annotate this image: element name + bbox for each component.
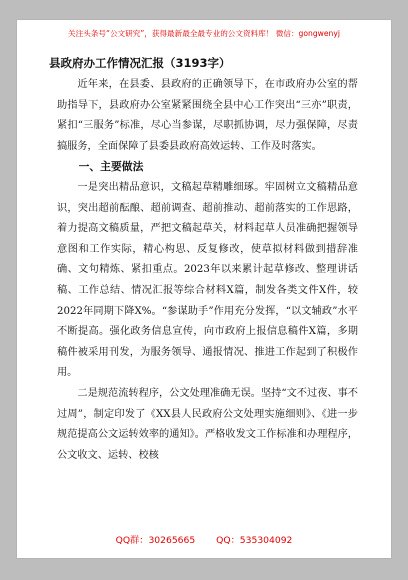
qq-contact: [216, 535, 292, 546]
paragraph-1: 一是突出精品意识，文稿起草精雕细琢。牢固树立文稿精品意识，突出超前酝酿、超前调查、超前推动、超前落实的工作思路，着力提高文稿质量，严把文稿起草关，材料起草人员准确把握领导意图和工作实际，精心构思、反复修改，使草拟材料做到措辞准确、文句精炼、紧扣重点。2023年以来累计起草修改、整理讲话稿、工作总结、情况汇报等综合材料X篇，制发各类文件X件，较2022年同期下降X%。“参谋助手”作用充分发挥，“以文辅政”水平不断提高。强化政务信息宣传，向市政府上报信息稿件X篇，多期稿件被采用刊发，为服务领导、通报情况、推进工作起到了积极作用。: [57, 181, 358, 379]
document-page: [17, 20, 391, 558]
paragraph-2: 二是规范流转程序，公文处理准确无误。坚持“文不过夜、事不过周”，制定印发了《XX县人民政府公文处理实施细则》、《进一步规范提高公文运转效率的通知》。严格收发文工作标准和办理程序，公文收文、运转、校核: [57, 387, 358, 461]
qq-group-label: QQ群：: [115, 535, 149, 546]
qq-group-number: 30265665: [148, 535, 196, 546]
qq-number: 535304092: [239, 535, 293, 546]
document-body: [49, 53, 358, 466]
section-heading: 一、主要做法: [78, 160, 144, 174]
header-notice: 关注头条号“公文研究”，获得最新最全最专业的公文资料库！ 微信：gongwenyj: [68, 29, 340, 38]
qq-group-contact: [116, 535, 196, 546]
footer-contact: [17, 532, 391, 546]
intro-paragraph: 近年来，在县委、县政府的正确领导下，在市政府办公室的帮助指导下，县政府办公室紧紧围绕全县中心工作突出“三亦”职责，紧扣“三服务”标准，尽心当参谋，尽职抓协调，尽力强保障，尽责搞服务，全面保障了县委县政府高效运转、工作及时落实。: [57, 79, 358, 152]
qq-label: QQ：: [216, 535, 240, 546]
document-title: 县政府办工作情况汇报（3193字）: [49, 56, 231, 70]
